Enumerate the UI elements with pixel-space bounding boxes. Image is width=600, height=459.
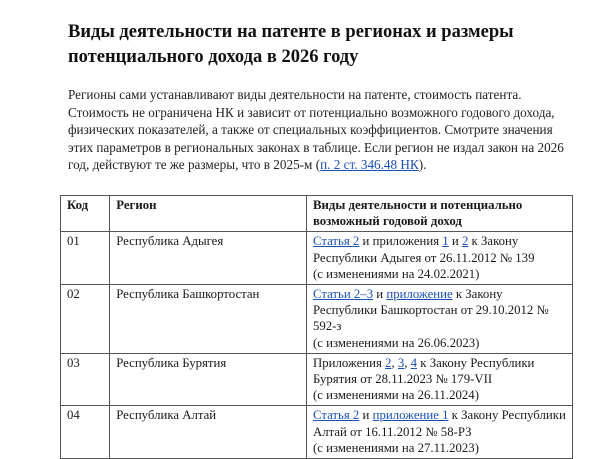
law-text: к Закону Республики Бурятия от 28.11.2023 № 179-VII <box>312 355 535 387</box>
row-code: 01 <box>61 232 110 285</box>
intro-paragraph <box>68 86 578 174</box>
law-link[interactable]: 2 <box>461 234 469 249</box>
law-link[interactable]: Статья 2 <box>312 234 360 249</box>
law-text: , <box>404 355 411 370</box>
regions-table <box>60 195 573 459</box>
amendment-note: (с изменениями на 26.06.2023) <box>312 335 480 350</box>
amendment-note: (с изменениями на 26.11.2024) <box>312 388 479 403</box>
law-link[interactable]: Статья 2 <box>312 408 360 423</box>
law-text: к Закону Республики Адыгея от 26.11.2012 № 139 <box>312 234 535 265</box>
law-text: и <box>373 287 387 302</box>
row-acts <box>306 353 572 406</box>
law-link[interactable]: приложение <box>386 287 453 302</box>
row-region: Республика Алтай <box>110 406 307 459</box>
table-row <box>61 406 573 459</box>
row-acts <box>306 232 572 285</box>
page-title: Виды деятельности на патенте в регионах и размеры потенциального дохода в 2026 году <box>68 22 514 67</box>
row-acts <box>306 285 572 354</box>
law-link[interactable]: Статьи 2–3 <box>312 287 374 302</box>
law-text: к Закону Республики Башкортостан от 29.10.2012 № 592-з <box>312 287 549 334</box>
intro-text: Регионы сами устанавливают виды деятельности на патенте, стоимость патента. Стоимость не ограничена НК и зависит от потенциально возможного годового дохода, физических показателей, а также от специальных коэффициентов. Смотрите значения этих параметров в региональных законах в таблице. Если регион не издал закон на 2026 год, действуют те же размеры, что в 2025-м ( <box>68 87 564 173</box>
table-header-row <box>61 196 573 232</box>
law-text: и <box>448 234 462 249</box>
header-acts: Виды деятельности и потенциально возможный годовой доход <box>306 196 572 232</box>
tax-code-link[interactable]: п. 2 ст. 346.48 НК <box>320 157 419 173</box>
law-text: Приложения <box>312 355 386 370</box>
amendment-note: (с изменениями на 27.11.2023) <box>312 440 479 455</box>
row-region: Республика Адыгея <box>110 232 307 285</box>
row-region: Республика Бурятия <box>110 353 307 406</box>
header-region: Регион <box>110 196 307 232</box>
amendment-note: (с изменениями на 24.02.2021) <box>312 266 480 281</box>
table-row <box>61 232 573 285</box>
law-link[interactable]: 3 <box>397 355 405 370</box>
row-code: 04 <box>61 406 110 459</box>
table-row <box>61 285 573 354</box>
law-text: к Закону Республики Алтай от 16.11.2012 № 58-РЗ <box>312 408 566 439</box>
row-region: Республика Башкортостан <box>110 285 307 354</box>
row-code: 02 <box>61 285 110 354</box>
row-code: 03 <box>61 353 110 406</box>
header-code: Код <box>61 196 110 232</box>
intro-tail: ). <box>418 157 427 173</box>
law-text: и приложения <box>359 234 443 249</box>
table-row <box>61 353 573 406</box>
law-link[interactable]: приложение 1 <box>372 408 449 423</box>
law-link[interactable]: 2 <box>385 355 392 370</box>
law-text: , <box>391 355 398 370</box>
law-link[interactable]: 1 <box>442 234 449 249</box>
row-acts <box>306 406 572 459</box>
law-link[interactable]: 4 <box>410 355 418 370</box>
law-text: и <box>359 408 373 423</box>
